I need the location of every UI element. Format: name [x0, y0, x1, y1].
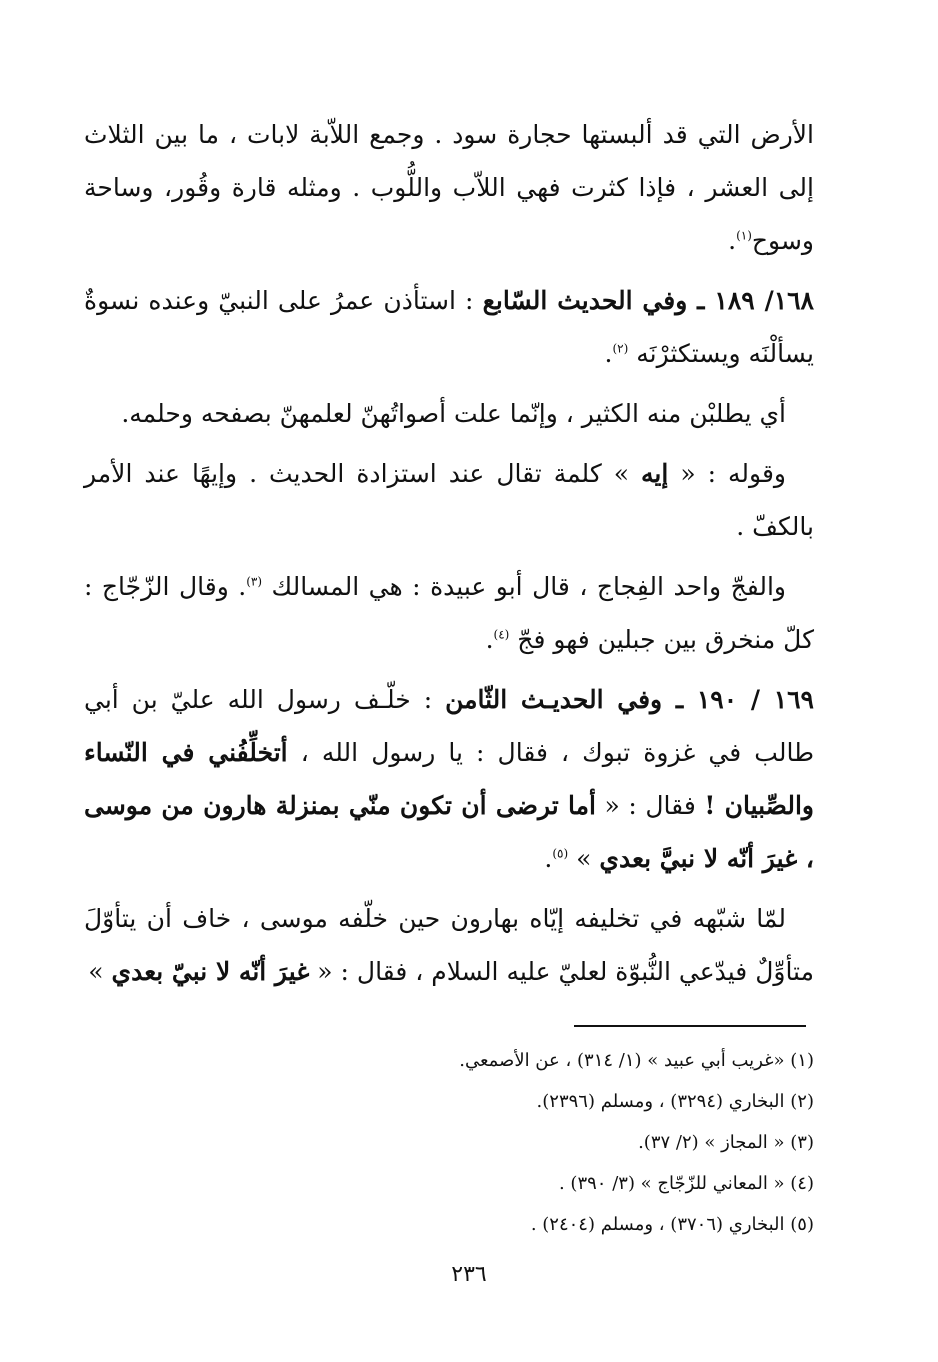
paragraph [84, 274, 814, 380]
text-run: » كلمة تقال عند استزادة الحديث . وإيهًا عند الأمر بالكفّ . [84, 459, 814, 541]
bold-text: إيه [641, 459, 669, 488]
text-run: . [485, 625, 494, 654]
footnotes [84, 1040, 814, 1245]
footnote-marker: (٣) [246, 574, 263, 589]
text-run: : استأذن عمرُ على النبيّ وعنده نسوةٌ يسألْنَه ويستكثرْنَه [84, 286, 814, 368]
bold-text: ١٦٨/ ١٨٩ ـ وفي الحديث السّابع [482, 286, 814, 315]
paragraph [84, 447, 814, 553]
bold-text: ١٦٩ / ١٩٠ ـ وفي الحديـث الثّامن [445, 685, 814, 714]
bold-text: غيرَ أنّه لا نبيّ بعدي [111, 957, 310, 986]
main-text [84, 108, 814, 1005]
text-run: فقال : « [596, 791, 705, 820]
text-run: : خلّـف رسول الله عليّ بن أبي طالب في غزوة تبوك ، فقال : يا رسول الله ، [84, 685, 814, 767]
text-run: لمّا شبّهه في تخليفه إيّاه بهارون حين خلّفه موسى ، خاف أن يتأوّلَ متأوِّلٌ فيدّعي النُّبوّة لعليّ عليه السلام ، فقال : « [84, 904, 814, 986]
bold-text: أتخلِّفُني في النّساء والصِّبيان ! [84, 738, 814, 820]
footnote-marker: (٥) [552, 846, 569, 861]
paragraph [84, 673, 814, 885]
text-run: . وقال الزّجّاج : كلّ منخرق بين جبلين فهو فجّ [84, 572, 814, 654]
text-run: . [728, 226, 737, 255]
paragraph [84, 892, 814, 998]
paragraph [84, 560, 814, 666]
text-run: . [604, 339, 613, 368]
text-run: وقوله : « [668, 459, 786, 488]
footnote-item: (٤) « المعاني للزّجّاج » (٣/ ٣٩٠) . [558, 1173, 814, 1194]
footnote-item: (٣) « المجاز » (٢/ ٣٧). [638, 1132, 814, 1153]
footnote-marker: (٢) [612, 341, 629, 356]
text-run: » [88, 957, 112, 986]
footnote-item: (٥) البخاري (٣٧٠٦) ، ومسلم (٢٤٠٤) . [530, 1214, 814, 1235]
footnote-item: (٢) البخاري (٣٢٩٤) ، ومسلم (٢٣٩٦). [536, 1091, 814, 1112]
text-run: » [568, 844, 600, 873]
page-number: ٢٣٦ [451, 1262, 487, 1287]
footnote-item: (١) «غريب أبي عبيد » (١/ ٣١٤) ، عن الأصمعي. [459, 1050, 814, 1071]
text-run: أي يطلبْن منه الكثير ، وإنّما علت أصواتُهنّ لعلمهنّ بصفحه وحلمه. [121, 399, 786, 428]
text-run: . [544, 844, 553, 873]
footnote-separator [574, 1025, 806, 1027]
footnote-marker: (٤) [493, 627, 510, 642]
paragraph [84, 387, 814, 440]
footnote-marker: (١) [736, 228, 752, 243]
text-run: والفجّ واحد الفِجاج ، قال أبو عبيدة : هي المسالك [262, 572, 786, 601]
bold-text: أما ترضى أن تكون منّي بمنزلة هارون من موسى ، غيرَ أنّه لا نبيَّ بعدي [84, 791, 814, 873]
text-run: الأرض التي قد ألبستها حجارة سود . وجمع اللاّبة لابات ، ما بين الثلاث إلى العشر ، فإذا كثرت فهي اللاّب واللُّوب . ومثله قارة وقُور، وساحة وسوح [84, 120, 814, 255]
paragraph [84, 108, 814, 267]
